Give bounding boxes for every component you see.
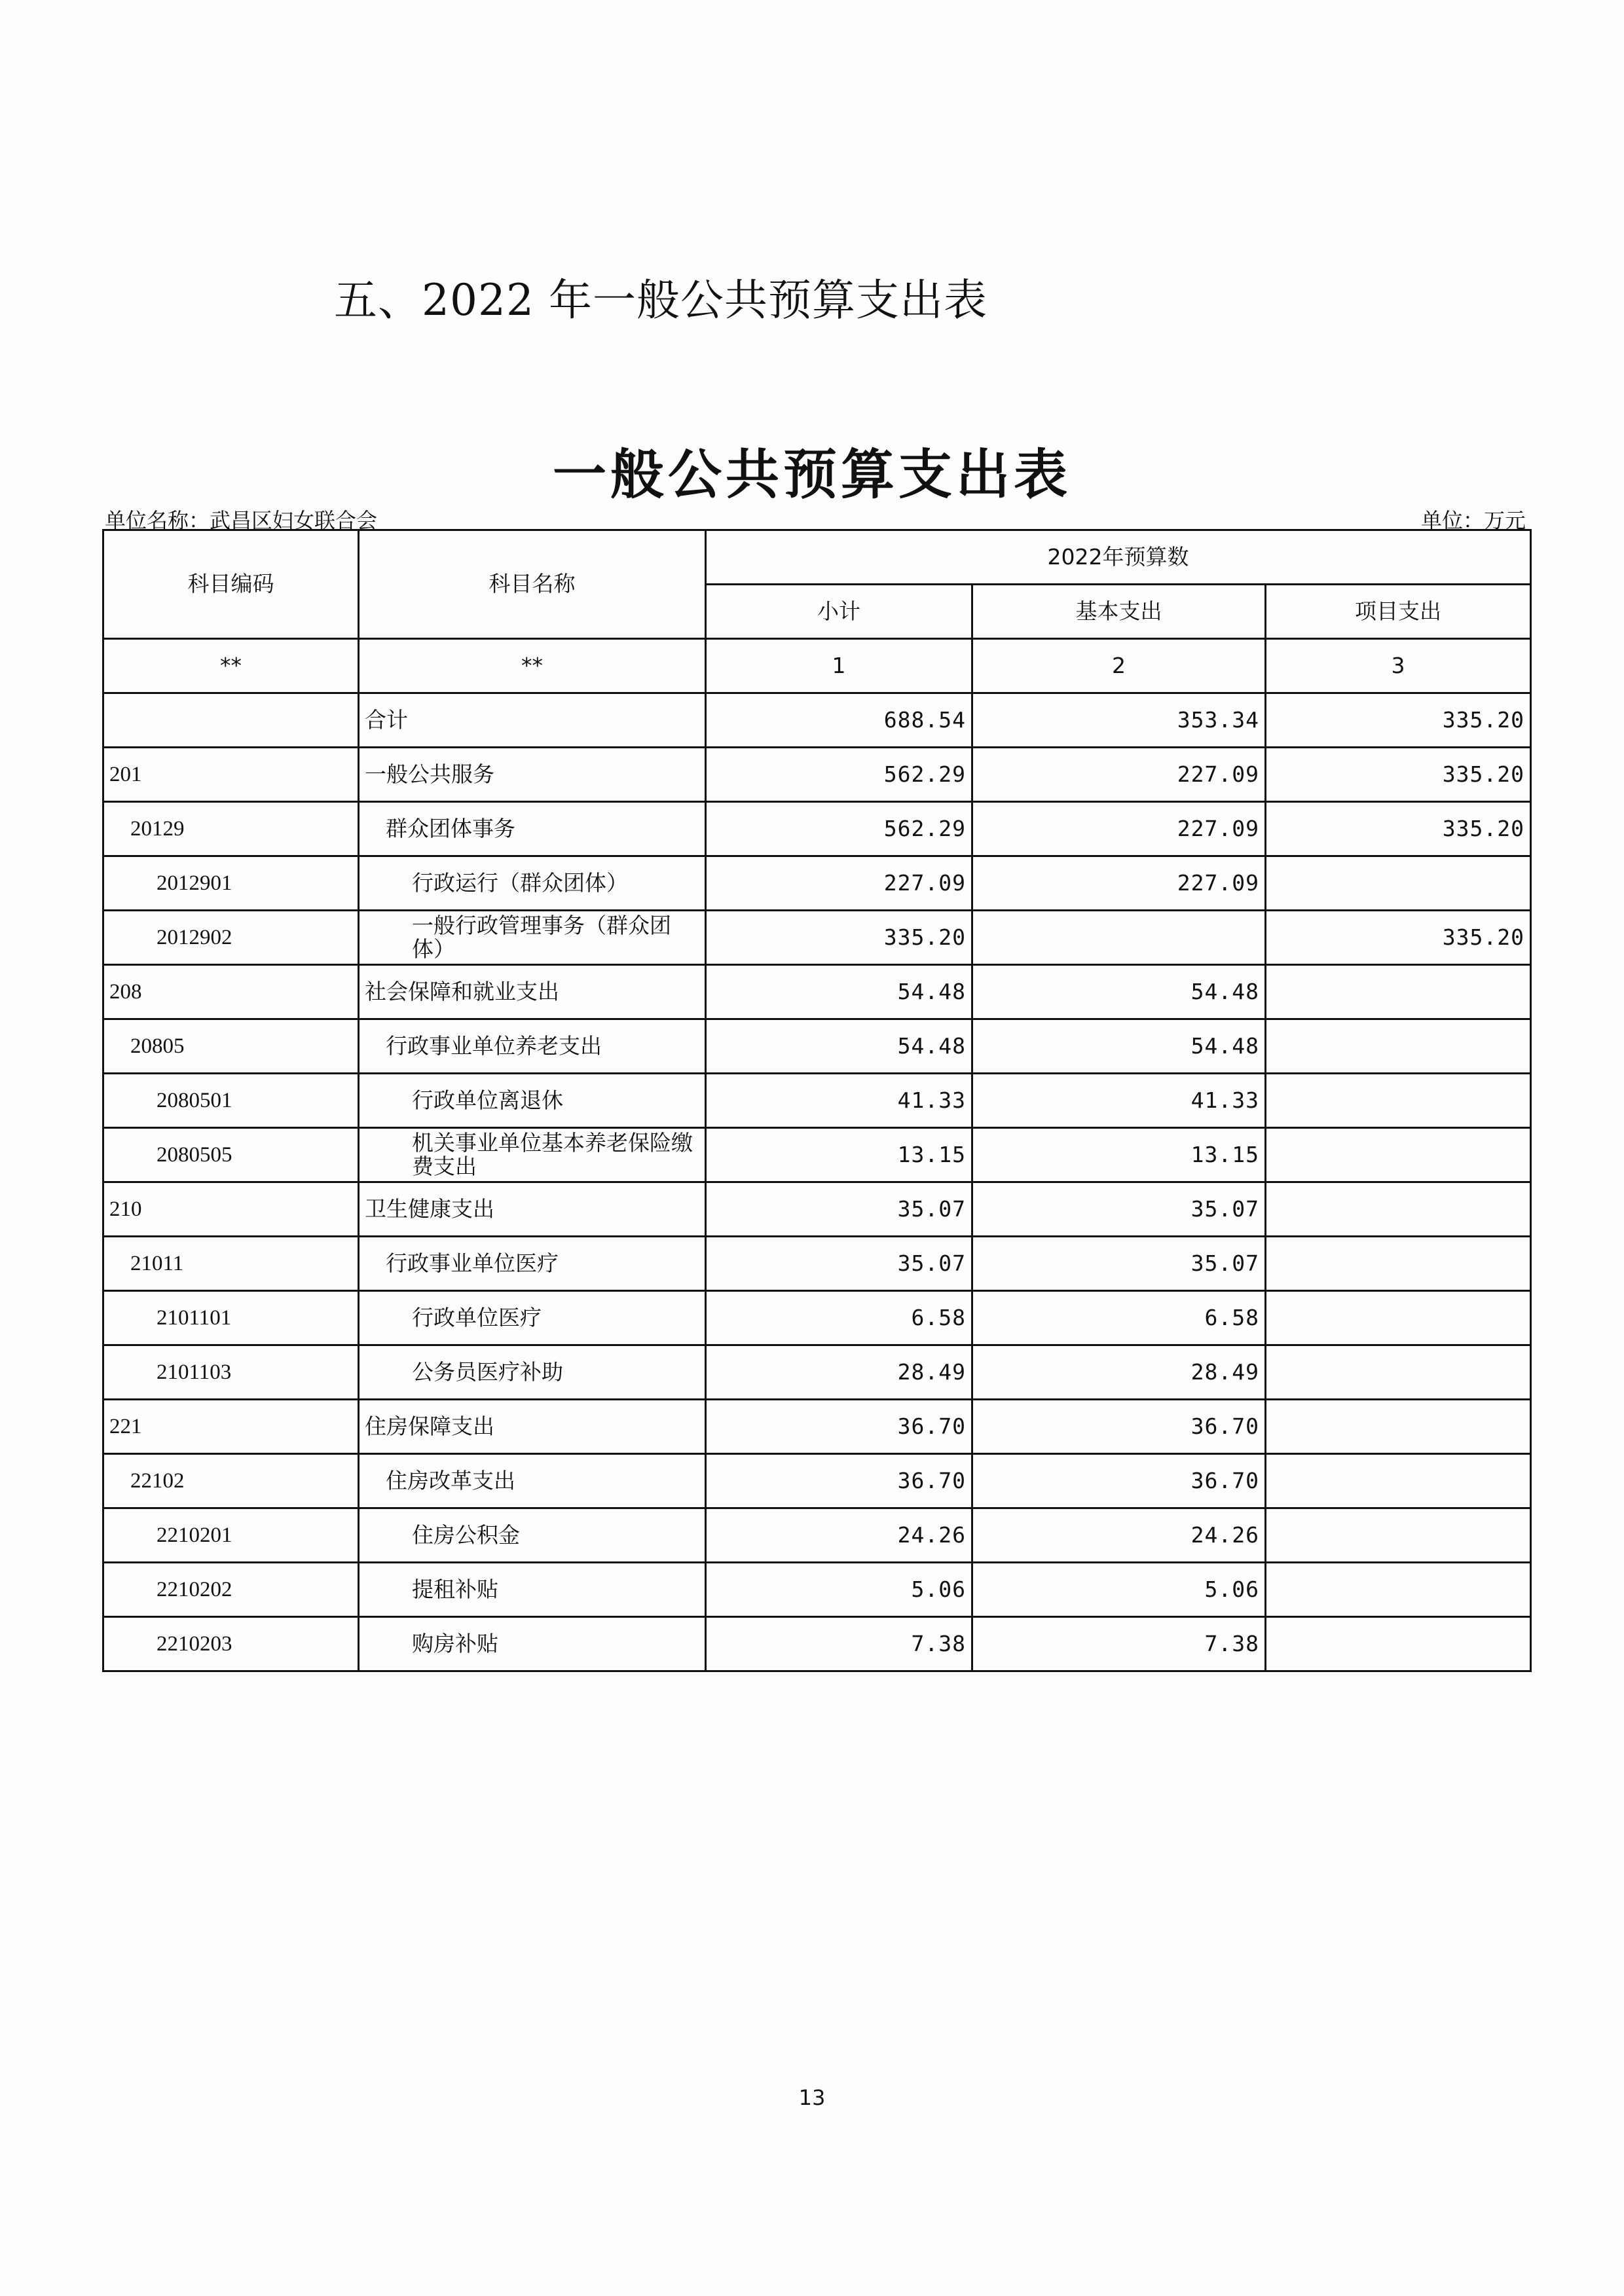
row-code: 208	[103, 965, 359, 1019]
row-code: 2101101	[103, 1291, 359, 1345]
row-project	[1266, 1074, 1531, 1128]
row-subtotal: 562.29	[706, 802, 972, 856]
index-code: **	[103, 639, 359, 693]
table-row	[103, 1237, 1531, 1291]
row-name: 住房保障支出	[359, 1400, 706, 1454]
unit-measure: 单位：万元	[1420, 508, 1526, 533]
row-basic: 6.58	[972, 1291, 1266, 1345]
row-name: 机关事业单位基本养老保险缴费支出	[359, 1128, 706, 1182]
row-subtotal: 227.09	[706, 856, 972, 911]
table-row	[103, 1019, 1531, 1074]
row-name: 公务员医疗补助	[359, 1345, 706, 1400]
row-name: 合计	[359, 693, 706, 748]
index-row	[103, 639, 1531, 693]
row-name: 行政事业单位医疗	[359, 1237, 706, 1291]
row-code: 2101103	[103, 1345, 359, 1400]
table-row	[103, 1508, 1531, 1563]
header-code: 科目编码	[103, 530, 359, 639]
table-row	[103, 748, 1531, 802]
row-project	[1266, 1454, 1531, 1508]
row-code: 2210203	[103, 1617, 359, 1671]
row-basic	[972, 911, 1266, 965]
row-subtotal: 36.70	[706, 1400, 972, 1454]
index-name: **	[359, 639, 706, 693]
row-project: 335.20	[1266, 748, 1531, 802]
row-subtotal: 35.07	[706, 1182, 972, 1237]
index-subtotal: 1	[706, 639, 972, 693]
table-row	[103, 1291, 1531, 1345]
row-basic: 36.70	[972, 1454, 1266, 1508]
row-subtotal: 335.20	[706, 911, 972, 965]
table-row	[103, 1454, 1531, 1508]
header-name: 科目名称	[359, 530, 706, 639]
row-basic: 353.34	[972, 693, 1266, 748]
header-project: 项目支出	[1266, 585, 1531, 639]
row-project	[1266, 965, 1531, 1019]
table-row	[103, 1400, 1531, 1454]
header-subtotal: 小计	[706, 585, 972, 639]
row-project: 335.20	[1266, 911, 1531, 965]
table-row	[103, 693, 1531, 748]
row-project	[1266, 1182, 1531, 1237]
section-title: 五、2022 年一般公共预算支出表	[334, 275, 987, 325]
row-basic: 227.09	[972, 748, 1266, 802]
budget-table	[102, 529, 1532, 1672]
row-name: 群众团体事务	[359, 802, 706, 856]
row-name: 住房公积金	[359, 1508, 706, 1563]
row-subtotal: 6.58	[706, 1291, 972, 1345]
row-project	[1266, 1345, 1531, 1400]
header-row-top	[103, 530, 1531, 585]
row-subtotal: 28.49	[706, 1345, 972, 1400]
header-basic: 基本支出	[972, 585, 1266, 639]
row-name: 住房改革支出	[359, 1454, 706, 1508]
row-basic: 13.15	[972, 1128, 1266, 1182]
row-subtotal: 54.48	[706, 965, 972, 1019]
row-code: 210	[103, 1182, 359, 1237]
table-row	[103, 1182, 1531, 1237]
row-code: 2012902	[103, 911, 359, 965]
row-code: 21011	[103, 1237, 359, 1291]
row-basic: 7.38	[972, 1617, 1266, 1671]
row-code: 22102	[103, 1454, 359, 1508]
row-subtotal: 41.33	[706, 1074, 972, 1128]
row-subtotal: 36.70	[706, 1454, 972, 1508]
row-project	[1266, 856, 1531, 911]
unit-name: 单位名称：武昌区妇女联合会	[105, 508, 378, 533]
row-basic: 41.33	[972, 1074, 1266, 1128]
row-code: 2012901	[103, 856, 359, 911]
row-subtotal: 7.38	[706, 1617, 972, 1671]
row-code: 20129	[103, 802, 359, 856]
row-basic: 36.70	[972, 1400, 1266, 1454]
row-subtotal: 35.07	[706, 1237, 972, 1291]
row-name: 提租补贴	[359, 1563, 706, 1617]
row-project	[1266, 1128, 1531, 1182]
row-code: 2080505	[103, 1128, 359, 1182]
index-project: 3	[1266, 639, 1531, 693]
row-basic: 5.06	[972, 1563, 1266, 1617]
row-project	[1266, 1508, 1531, 1563]
row-basic: 35.07	[972, 1182, 1266, 1237]
row-code: 221	[103, 1400, 359, 1454]
row-code: 2080501	[103, 1074, 359, 1128]
row-subtotal: 13.15	[706, 1128, 972, 1182]
row-basic: 35.07	[972, 1237, 1266, 1291]
table-title: 一般公共预算支出表	[552, 444, 1071, 506]
row-code: 20805	[103, 1019, 359, 1074]
row-basic: 24.26	[972, 1508, 1266, 1563]
row-basic: 54.48	[972, 1019, 1266, 1074]
row-subtotal: 24.26	[706, 1508, 972, 1563]
row-code: 201	[103, 748, 359, 802]
row-name: 一般行政管理事务（群众团体）	[359, 911, 706, 965]
table-row	[103, 965, 1531, 1019]
row-basic: 28.49	[972, 1345, 1266, 1400]
row-project	[1266, 1291, 1531, 1345]
row-project	[1266, 1617, 1531, 1671]
row-name: 行政单位离退休	[359, 1074, 706, 1128]
row-subtotal: 688.54	[706, 693, 972, 748]
row-name: 社会保障和就业支出	[359, 965, 706, 1019]
row-basic: 227.09	[972, 856, 1266, 911]
row-code: 2210202	[103, 1563, 359, 1617]
table-row	[103, 1563, 1531, 1617]
row-code: 2210201	[103, 1508, 359, 1563]
row-subtotal: 5.06	[706, 1563, 972, 1617]
table-row	[103, 802, 1531, 856]
index-basic: 2	[972, 639, 1266, 693]
row-project	[1266, 1019, 1531, 1074]
row-subtotal: 562.29	[706, 748, 972, 802]
row-code	[103, 693, 359, 748]
table-row	[103, 911, 1531, 965]
row-basic: 227.09	[972, 802, 1266, 856]
row-name: 行政事业单位养老支出	[359, 1019, 706, 1074]
row-name: 卫生健康支出	[359, 1182, 706, 1237]
row-name: 行政单位医疗	[359, 1291, 706, 1345]
page-number: 13	[798, 2085, 826, 2110]
table-row	[103, 1128, 1531, 1182]
table-row	[103, 856, 1531, 911]
table-row	[103, 1617, 1531, 1671]
row-project	[1266, 1237, 1531, 1291]
row-project: 335.20	[1266, 802, 1531, 856]
row-subtotal: 54.48	[706, 1019, 972, 1074]
row-project	[1266, 1563, 1531, 1617]
header-budget-group: 2022年预算数	[706, 530, 1531, 585]
table-row	[103, 1074, 1531, 1128]
row-name: 行政运行（群众团体）	[359, 856, 706, 911]
row-basic: 54.48	[972, 965, 1266, 1019]
row-project	[1266, 1400, 1531, 1454]
row-project: 335.20	[1266, 693, 1531, 748]
row-name: 购房补贴	[359, 1617, 706, 1671]
table-row	[103, 1345, 1531, 1400]
row-name: 一般公共服务	[359, 748, 706, 802]
